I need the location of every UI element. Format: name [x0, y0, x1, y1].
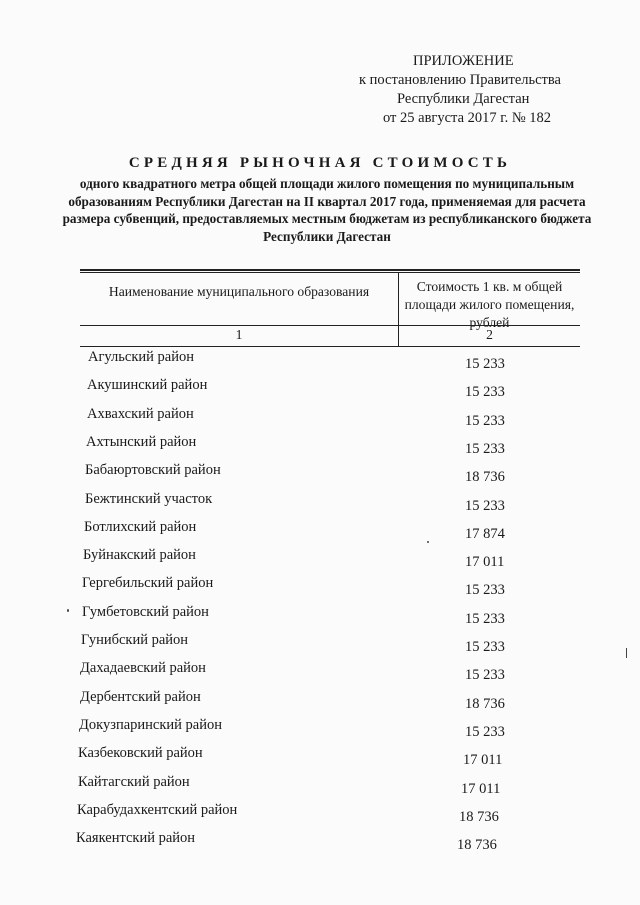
- column-number-1: 1: [235, 327, 243, 342]
- table-row-name: Каякентский район: [76, 830, 196, 846]
- table-row-name: Бежтинский участок: [85, 491, 213, 507]
- header-municipality: Наименование муниципального образования: [108, 284, 370, 299]
- table-row-value: 15 233: [465, 356, 505, 372]
- table-row-value: 15 233: [465, 667, 505, 683]
- appendix-date-line: от 25 августа 2017 г. № 182: [383, 110, 552, 126]
- table-row-value: 15 233: [465, 498, 505, 514]
- table-row-value: 15 233: [465, 724, 505, 740]
- table-row-value: 17 874: [465, 526, 505, 542]
- document-subtitle: одного квадратного метра общей площади жилого помещения по муниципальным образованиям Республики Дагестан на II квартал 2017 года, применяемая для расчета размера субвенций, предоставляемых местным бюджетам из республиканского бюджета Республики Дагестан: [62, 176, 592, 244]
- appendix-resolution-line: к постановлению Правительства: [359, 72, 561, 88]
- table-row-name: Акушинский район: [87, 377, 208, 393]
- table-row-name: Кайтагский район: [78, 774, 190, 790]
- table-row-name: Ахвахский район: [87, 406, 194, 422]
- table-row-name: Карабудахкентский район: [77, 802, 238, 818]
- table-number-rule: [80, 346, 580, 347]
- table-top-rule: [80, 269, 580, 271]
- table-row-value: 17 011: [463, 752, 503, 768]
- table-row-name: Казбековский район: [78, 745, 203, 761]
- table-row-name: Гумбетовский район: [82, 604, 209, 620]
- table-row-name: Дахадаевский район: [80, 660, 206, 676]
- table-row-name: Бабаюртовский район: [85, 462, 221, 478]
- table-row-name: Гергебильский район: [82, 575, 214, 591]
- table-row-name: Гунибский район: [81, 632, 189, 648]
- table-row-value: 17 011: [461, 781, 501, 797]
- table-row-name: Ахтынский район: [86, 434, 197, 450]
- table-row-value: 18 736: [465, 696, 505, 712]
- table-row-name: Докузпаринский район: [79, 717, 223, 733]
- table-row-value: 18 736: [465, 469, 505, 485]
- appendix-block: [355, 52, 605, 128]
- table-row-value: 17 011: [465, 554, 505, 570]
- appendix-republic-line: Республики Дагестан: [397, 91, 530, 107]
- table-row-name: Ботлихский район: [84, 519, 197, 535]
- table-row-value: 15 233: [465, 639, 505, 655]
- table-row-value: 18 736: [459, 809, 499, 825]
- table-row-value: 15 233: [465, 413, 505, 429]
- table-row-value: 15 233: [465, 582, 505, 598]
- header-cost-per-sqm: Стоимость 1 кв. м общей площади жилого помещения, рублей: [404, 279, 575, 330]
- column-number-2: 2: [486, 327, 493, 342]
- table-row-name: Дербентский район: [80, 689, 201, 705]
- table-top-rule-inner: [80, 272, 580, 273]
- appendix-heading: ПРИЛОЖЕНИЕ: [413, 53, 514, 69]
- scan-speck: [67, 609, 69, 612]
- scan-speck: [626, 648, 627, 658]
- table-row-value: 15 233: [465, 441, 505, 457]
- table-row-name: Буйнакский район: [83, 547, 196, 563]
- table-row-value: 15 233: [465, 611, 505, 627]
- table-row-value: 15 233: [465, 384, 505, 400]
- document-title: СРЕДНЯЯ РЫНОЧНАЯ СТОИМОСТЬ: [128, 155, 512, 171]
- table-row-value: 18 736: [457, 837, 497, 853]
- table-row-name: Агульский район: [88, 349, 194, 365]
- scan-speck: [427, 541, 429, 543]
